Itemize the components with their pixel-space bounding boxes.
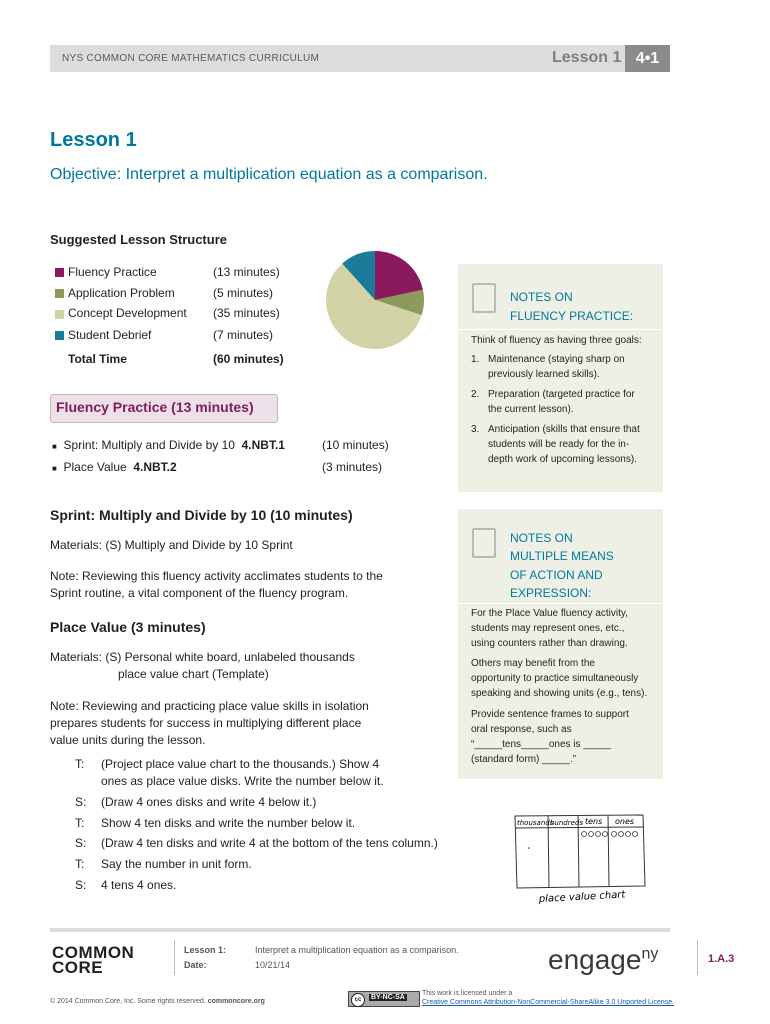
bullet-standard: 4.NBT.1 xyxy=(241,438,285,452)
structure-heading: Suggested Lesson Structure xyxy=(50,232,227,247)
place-value-heading: Place Value (3 minutes) xyxy=(50,619,206,635)
dialogue-speaker-4: S: xyxy=(75,836,87,850)
chart-col-ones: ones xyxy=(615,817,635,826)
chart-col-thousands: thousands xyxy=(517,819,554,827)
chart-caption: place value chart xyxy=(538,889,626,905)
sidebar2-p1-line-1: For the Place Value fluency activity, xyxy=(471,608,628,619)
total-time: (60 minutes) xyxy=(213,352,284,366)
sidebar2-divider xyxy=(458,603,663,604)
objective: Objective: Interpret a multiplication equation as a comparison. xyxy=(50,166,488,183)
fluency-bullet-2 xyxy=(52,460,177,474)
concept-swatch xyxy=(55,310,64,319)
sidebar2-p2-line-1: Others may benefit from the xyxy=(471,658,595,669)
cc-license-badge[interactable] xyxy=(348,991,420,1007)
license-link[interactable]: Creative Commons Attribution-NonCommercial-ShareAlike 3.0 Unported License. xyxy=(422,999,675,1006)
dialogue-speaker-2: S: xyxy=(75,795,87,809)
ten-disk xyxy=(582,832,587,837)
footer-date-key: Date: xyxy=(184,960,207,970)
sprint-heading: Sprint: Multiply and Divide by 10 (10 minutes) xyxy=(50,507,353,523)
footer-lesson-value: Interpret a multiplication equation as a comparison. xyxy=(255,945,459,955)
application-swatch xyxy=(55,289,64,298)
logo-line-1: COMMON xyxy=(52,943,135,962)
sidebar2-heading-4: EXPRESSION: xyxy=(510,586,592,600)
ny-text: ny xyxy=(641,945,659,963)
sidebar2-p3-line-1: Provide sentence frames to support xyxy=(471,709,629,720)
chart-dot xyxy=(528,847,530,849)
sidebar1-item-3-line-1: Anticipation (skills that ensure that xyxy=(488,424,640,435)
note-icon xyxy=(472,283,496,313)
sidebar1-item-3-num: 3. xyxy=(471,424,480,435)
structure-label-application: Application Problem xyxy=(68,286,175,300)
dialogue-line-4: (Draw 4 ten disks and write 4 at the bottom of the tens column.) xyxy=(101,836,438,850)
footer-vertical-divider xyxy=(174,940,175,975)
sidebar2-heading-1: NOTES ON xyxy=(510,531,573,545)
dialogue-speaker-6: S: xyxy=(75,878,87,892)
sidebar1-item-1-line-1: Maintenance (staying sharp on xyxy=(488,354,625,365)
chart-col-hundreds: hundreds xyxy=(550,819,584,827)
pv-note-line-2: prepares students for success in multiplying different place xyxy=(50,716,362,730)
structure-time-fluency: (13 minutes) xyxy=(213,265,280,279)
one-disk xyxy=(633,832,638,837)
footer-divider xyxy=(50,928,670,932)
cc-badge-text: BY-NC-SA xyxy=(371,994,405,1001)
structure-label-debrief: Student Debrief xyxy=(68,328,152,342)
copyright-text: © 2014 Common Core, Inc. Some rights reserved. xyxy=(50,998,206,1005)
license-line-1: This work is licensed under a xyxy=(422,990,513,997)
sidebar1-item-2-num: 2. xyxy=(471,389,480,400)
sidebar2-heading-3: OF ACTION AND xyxy=(510,568,603,582)
fluency-swatch xyxy=(55,268,64,277)
sidebar2-p2-line-3: speaking and showing units (e.g., tens). xyxy=(471,688,648,699)
bullet-marker: ■ xyxy=(52,464,57,473)
logo-line-2: CORE xyxy=(52,958,104,977)
sidebar1-divider xyxy=(458,329,663,330)
sidebar1-item-3-line-2: students will be ready for the in- xyxy=(488,439,630,450)
sidebar1-item-2-line-1: Preparation (targeted practice for xyxy=(488,389,635,400)
fluency-bullet-2-time: (3 minutes) xyxy=(322,460,383,474)
dialogue-line-1b: ones as place value disks. Write the number below it. xyxy=(101,774,384,788)
structure-label-concept: Concept Development xyxy=(68,306,187,320)
footer-lesson-key: Lesson 1: xyxy=(184,945,227,955)
common-core-logo xyxy=(52,945,134,975)
total-label: Total Time xyxy=(68,352,127,366)
sidebar2-heading-2: MULTIPLE MEANS xyxy=(510,549,614,563)
dialogue-line-6: 4 tens 4 ones. xyxy=(101,878,177,892)
chart-header-line xyxy=(515,827,644,828)
sidebar1-item-1-line-2: previously learned skills). xyxy=(488,369,600,380)
header-lesson-label: Lesson 1 xyxy=(552,49,622,66)
bullet-text: Sprint: Multiply and Divide by 10 xyxy=(63,438,235,452)
sidebar1-item-3-line-3: depth work of upcoming lessons). xyxy=(488,454,637,465)
page-code: 1.A.3 xyxy=(708,953,735,965)
sidebar1-heading-2: FLUENCY PRACTICE: xyxy=(510,309,634,323)
sidebar2-p1-line-3: using counters rather than drawing. xyxy=(471,638,628,649)
engageny-logo xyxy=(548,944,658,976)
pv-materials-line-2: place value chart (Template) xyxy=(118,667,269,681)
dialogue-speaker-1: T: xyxy=(75,757,85,771)
footer-date-value: 10/21/14 xyxy=(255,960,291,970)
footer-vertical-divider-2 xyxy=(697,940,698,975)
note-icon xyxy=(472,528,496,558)
pv-note-line-1: Note: Reviewing and practicing place value skills in isolation xyxy=(50,699,369,713)
cc-icon: cc xyxy=(351,993,365,1007)
engage-text: engage xyxy=(548,944,642,975)
dialogue-line-2: (Draw 4 ones disks and write 4 below it.) xyxy=(101,795,317,809)
one-disk xyxy=(626,832,631,837)
sidebar2-p3-line-2: oral response, such as xyxy=(471,724,572,735)
structure-time-concept: (35 minutes) xyxy=(213,306,280,320)
copyright xyxy=(50,998,265,1005)
bullet-marker: ■ xyxy=(52,442,57,451)
sidebar1-item-1-num: 1. xyxy=(471,354,480,365)
ten-disk xyxy=(603,832,608,837)
chart-divider xyxy=(608,815,609,886)
sprint-note-line-2: Sprint routine, a vital component of the fluency program. xyxy=(50,586,349,600)
debrief-swatch xyxy=(55,331,64,340)
sidebar1-intro: Think of fluency as having three goals: xyxy=(471,335,642,346)
curriculum-label: NYS COMMON CORE MATHEMATICS CURRICULUM xyxy=(62,53,320,64)
chart-col-tens: tens xyxy=(585,817,603,826)
sidebar2-p3-line-3: “_____tens_____ones is _____ xyxy=(471,739,612,750)
sidebar2-p3-line-4: (standard form) _____.” xyxy=(471,754,577,765)
lesson-pie-chart xyxy=(320,245,430,355)
sidebar1-heading-1: NOTES ON xyxy=(510,290,573,304)
sidebar2-p1-line-2: students may represent ones, etc., xyxy=(471,623,625,634)
dialogue-speaker-3: T: xyxy=(75,816,85,830)
module-badge: 4•1 xyxy=(625,45,670,72)
copyright-site: commoncore.org xyxy=(207,998,265,1005)
structure-time-application: (5 minutes) xyxy=(213,286,274,300)
dialogue-speaker-5: T: xyxy=(75,857,85,871)
fluency-bullet-1-time: (10 minutes) xyxy=(322,438,389,452)
place-value-chart-sketch xyxy=(505,810,655,908)
sprint-materials: Materials: (S) Multiply and Divide by 10 Sprint xyxy=(50,538,293,552)
structure-label-fluency: Fluency Practice xyxy=(68,265,157,279)
structure-time-debrief: (7 minutes) xyxy=(213,328,274,342)
one-disk xyxy=(619,832,624,837)
ten-disk xyxy=(589,832,594,837)
fluency-bullet-1 xyxy=(52,438,285,452)
dialogue-line-1a: (Project place value chart to the thousands.) Show 4 xyxy=(101,757,380,771)
page-title: Lesson 1 xyxy=(50,129,137,151)
dialogue-line-5: Say the number in unit form. xyxy=(101,857,252,871)
fluency-heading: Fluency Practice (13 minutes) xyxy=(56,399,254,415)
one-disk xyxy=(612,832,617,837)
sprint-note-line-1: Note: Reviewing this fluency activity acclimates students to the xyxy=(50,569,383,583)
bullet-standard: 4.NBT.2 xyxy=(133,460,177,474)
sidebar1-item-2-line-2: the current lesson). xyxy=(488,404,574,415)
dialogue-line-3: Show 4 ten disks and write the number below it. xyxy=(101,816,356,830)
sidebar2-p2-line-2: opportunity to practice simultaneously xyxy=(471,673,639,684)
ten-disk xyxy=(596,832,601,837)
pv-note-line-3: value units during the lesson. xyxy=(50,733,206,747)
pv-materials-line-1: Materials: (S) Personal white board, unlabeled thousands xyxy=(50,650,355,664)
bullet-text: Place Value xyxy=(63,460,127,474)
